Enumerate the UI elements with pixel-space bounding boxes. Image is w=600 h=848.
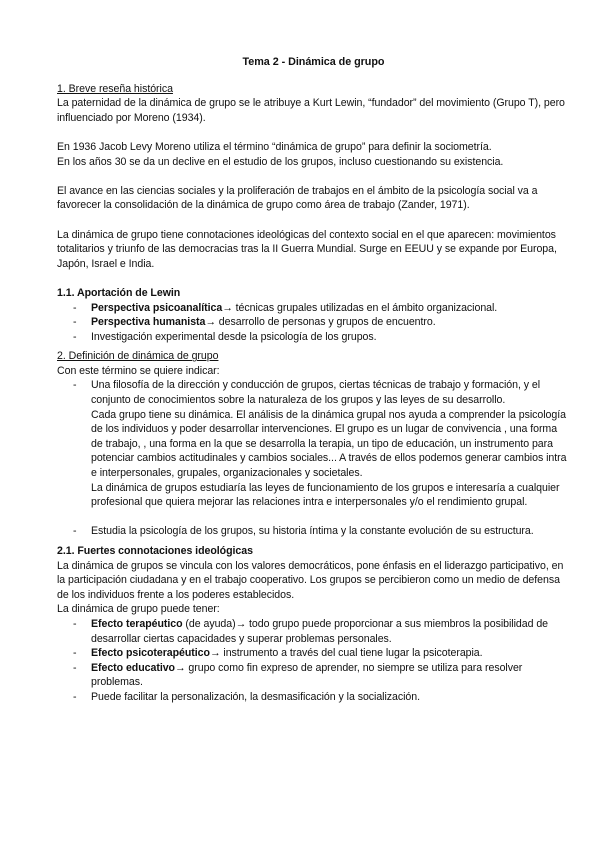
effects-list: [57, 617, 570, 705]
section-2-1-heading: 2.1. Fuertes connotaciones ideológicas: [57, 545, 253, 557]
section-2-1-paragraph-2: La dinámica de grupo puede tener:: [57, 603, 220, 616]
list-item: - Efecto terapéutico (de ayuda)→ todo grupo puede proporcionar a sus miembros la posibilidad de desarrollar ciertas capacidades y superar problemas personales.: [91, 617, 570, 646]
section-1-paragraph-2b: En los años 30 se da un declive en el estudio de los grupos, incluso cuestionando su existencia.: [57, 155, 504, 168]
list-item: - Efecto educativo→ grupo como fin expreso de aprender, no siempre se utiliza para resolver problemas.: [91, 661, 570, 690]
section-2-1-paragraph-1: La dinámica de grupos se vincula con los valores democráticos, pone énfasis en el liderazgo participativo, en la participación ciudadana y en el trabajo cooperativo. Los grupos se percibieron como un medio de defensa de los individuos frente a los poderes establecidos.: [57, 559, 564, 601]
list-item: - Puede facilitar la personalización, la desmasificación y la socialización.: [91, 690, 570, 705]
section-1-paragraph-4: La dinámica de grupo tiene connotaciones ideológicas del contexto social en el que aparecen: movimientos totalitarios y triunfo de las democracias tras la II Guerra Mundial. Surge en EEUU y se expande por Europa, Japón, Israel e India.: [57, 228, 557, 270]
list-item: - Estudia la psicología de los grupos, su historia íntima y la constante evolución de su estructura.: [91, 524, 570, 539]
document-title: Tema 2 - Dinámica de grupo: [242, 56, 385, 68]
section-1-paragraph-3: El avance en las ciencias sociales y la proliferación de trabajos en el ámbito de la psicología social va a favorecer la consolidación de la dinámica de grupo como área de trabajo (Zander, 1971).: [57, 184, 538, 212]
lewin-list: [57, 301, 570, 345]
section-2-intro: Con este término se quiere indicar:: [57, 364, 220, 377]
section-2-heading: 2. Definición de dinámica de grupo: [57, 350, 219, 363]
section-1-paragraph-2a: En 1936 Jacob Levy Moreno utiliza el término “dinámica de grupo” para definir la sociometría.: [57, 140, 492, 153]
list-item: - Una filosofía de la dirección y conducción de grupos, ciertas técnicas de trabajo y formación, y el conjunto de conocimientos sobre la naturaleza de los grupos y las leyes de su desarrollo. Cada grupo tiene su dinámica. El análisis de la dinámica grupal nos ayuda a comprender la psicología de los individuos y poder desarrollar intervenciones. El grupo es un lugar de convivencia , una forma de trabajo, , una forma en la que se desarrolla la terapia, un tipo de educación, un instrumento para potenciar cambios actitudinales y cambios sociales... A través de ellos podemos generar cambios intra e interpersonales, grupales, organizacionales y societales. La dinámica de grupos estudiaría las leyes de funcionamiento de los grupos e interesaría a cualquier profesional que quiera mejorar las relaciones intra e interpersonales y/o el rendimiento grupal.: [91, 378, 570, 509]
list-item: - Investigación experimental desde la psicología de los grupos.: [91, 330, 570, 345]
section-1-1-heading: 1.1. Aportación de Lewin: [57, 286, 181, 299]
list-item: - Perspectiva psicoanalítica→ técnicas grupales utilizadas en el ámbito organizacional.: [91, 301, 570, 316]
definition-list: [57, 378, 570, 539]
list-item: - Perspectiva humanista→ desarrollo de personas y grupos de encuentro.: [91, 315, 570, 330]
list-item: - Efecto psicoterapéutico→ instrumento a través del cual tiene lugar la psicoterapia.: [91, 646, 570, 661]
section-1-heading: 1. Breve reseña histórica: [57, 82, 173, 95]
section-1-paragraph-1: La paternidad de la dinámica de grupo se le atribuye a Kurt Lewin, “fundador” del movimiento (Grupo T), pero influenciado por Moreno (1934).: [57, 97, 565, 124]
